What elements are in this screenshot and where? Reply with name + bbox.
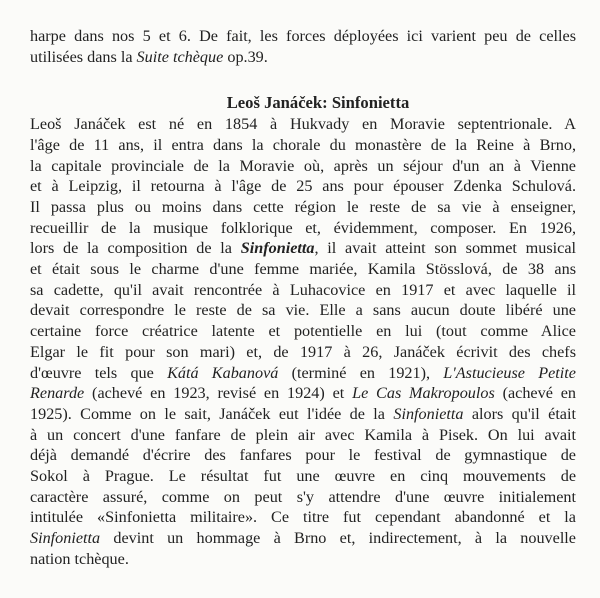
work-title: Kátá Kabanová bbox=[167, 363, 279, 382]
text-line bbox=[30, 197, 576, 218]
text-line bbox=[30, 280, 576, 301]
work-title: Sinfonietta bbox=[393, 404, 464, 423]
text-run: Elgar le fit pour son mari) et, de 1917 à 26, Janáček écrivit des chefs bbox=[30, 342, 576, 361]
text-run: déjà demandé d'écrire des fanfares pour le festival de gymnastique de bbox=[30, 446, 576, 465]
text-line bbox=[30, 363, 576, 384]
text-run: alors qu'il était bbox=[463, 404, 576, 423]
work-title: Sinfonietta bbox=[240, 239, 315, 258]
text-line bbox=[30, 156, 576, 177]
text-run: utilisées dans la bbox=[30, 47, 137, 66]
text-run: nation tchèque. bbox=[30, 549, 129, 568]
text-run: et était sous le charme d'une femme mariée, Kamila Stösslová, de 38 ans bbox=[30, 260, 576, 279]
section-heading: Leoš Janáček: Sinfonietta bbox=[226, 93, 410, 113]
work-title: Sinfonietta bbox=[30, 529, 101, 548]
text-run: harpe dans nos 5 et 6. De fait, les forces déployées ici varient peu de celles bbox=[30, 27, 576, 45]
text-line bbox=[30, 26, 576, 47]
text-line bbox=[30, 445, 576, 466]
text-line bbox=[30, 549, 576, 570]
text-run: 1925). Comme on le sait, Janáček eut l'idée de la bbox=[30, 404, 394, 423]
text-line bbox=[30, 135, 576, 156]
text-run: Leoš Janáček est né en 1854 à Hukvady en Moravie septentrionale. A bbox=[30, 115, 576, 134]
text-line bbox=[30, 259, 576, 280]
text-run: , il avait atteint son sommet musical bbox=[314, 239, 576, 258]
work-title: Le Cas Makropoulos bbox=[352, 384, 495, 403]
text-run: devait correspondre le reste de sa vie. Elle a sans aucun doute libéré une bbox=[30, 301, 576, 320]
text-run: caractère assuré, comme on peut s'y attendre d'une œuvre initialement bbox=[30, 487, 576, 506]
text-line bbox=[30, 404, 576, 425]
text-line bbox=[30, 114, 576, 135]
text-run: sa cadette, qu'il avait rencontrée à Luhacovice en 1917 et avec laquelle il bbox=[30, 280, 576, 299]
text-run: (terminé en 1921), bbox=[278, 363, 444, 382]
text-line bbox=[30, 528, 576, 549]
text-run: et à Leipzig, il retourna à l'âge de 25 ans pour épouser Zdenka Schulová. bbox=[30, 177, 576, 196]
document-page bbox=[30, 26, 576, 570]
text-line bbox=[30, 176, 576, 197]
text-line bbox=[30, 47, 576, 68]
text-run: Sokol à Prague. Le résultat fut une œuvre en cinq mouvements de bbox=[30, 467, 576, 486]
text-line bbox=[30, 425, 576, 446]
text-line bbox=[30, 300, 576, 321]
text-run: recueillir de la musique folklorique et, évidemment, composer. En 1926, bbox=[30, 218, 576, 237]
text-run: (achevé en bbox=[494, 384, 576, 403]
text-run: d'œuvre tels que bbox=[30, 363, 168, 382]
text-run: certaine force créatrice latente et potentielle en lui (tout comme Alice bbox=[30, 322, 576, 341]
text-line bbox=[30, 487, 576, 508]
text-run: la capitale provinciale de la Moravie où, après un séjour d'un an à Vienne bbox=[30, 156, 576, 175]
text-line bbox=[30, 383, 576, 404]
text-line bbox=[30, 342, 576, 363]
text-run: Il passa plus ou moins dans cette région le reste de sa vie à enseigner, bbox=[30, 197, 576, 216]
text-run: l'âge de 11 ans, il entra dans la chorale du monastère de la Reine à Brno, bbox=[30, 135, 576, 154]
text-run: devint un hommage à Brno et, indirectement, à la nouvelle bbox=[100, 529, 576, 548]
text-line bbox=[30, 218, 576, 239]
text-line bbox=[30, 466, 576, 487]
work-title: Renarde bbox=[30, 384, 85, 403]
work-title: L'Astucieuse Petite bbox=[443, 363, 576, 382]
text-run: lors de la composition de la bbox=[30, 239, 241, 258]
intro-paragraph bbox=[30, 26, 576, 67]
text-run: intitulée «Sinfonietta militaire». Ce titre fut cependant abandonné et la bbox=[30, 508, 576, 527]
text-run: (achevé en 1923, revisé en 1924) et bbox=[84, 384, 353, 403]
text-run: op.39. bbox=[223, 47, 268, 66]
text-line bbox=[30, 507, 576, 528]
text-run: à un concert d'une fanfare de plein air avec Kamila à Pisek. On lui avait bbox=[30, 425, 576, 444]
text-line bbox=[30, 321, 576, 342]
text-line bbox=[30, 238, 576, 259]
work-title: Suite tchèque bbox=[136, 47, 224, 66]
body-paragraph bbox=[30, 114, 576, 569]
